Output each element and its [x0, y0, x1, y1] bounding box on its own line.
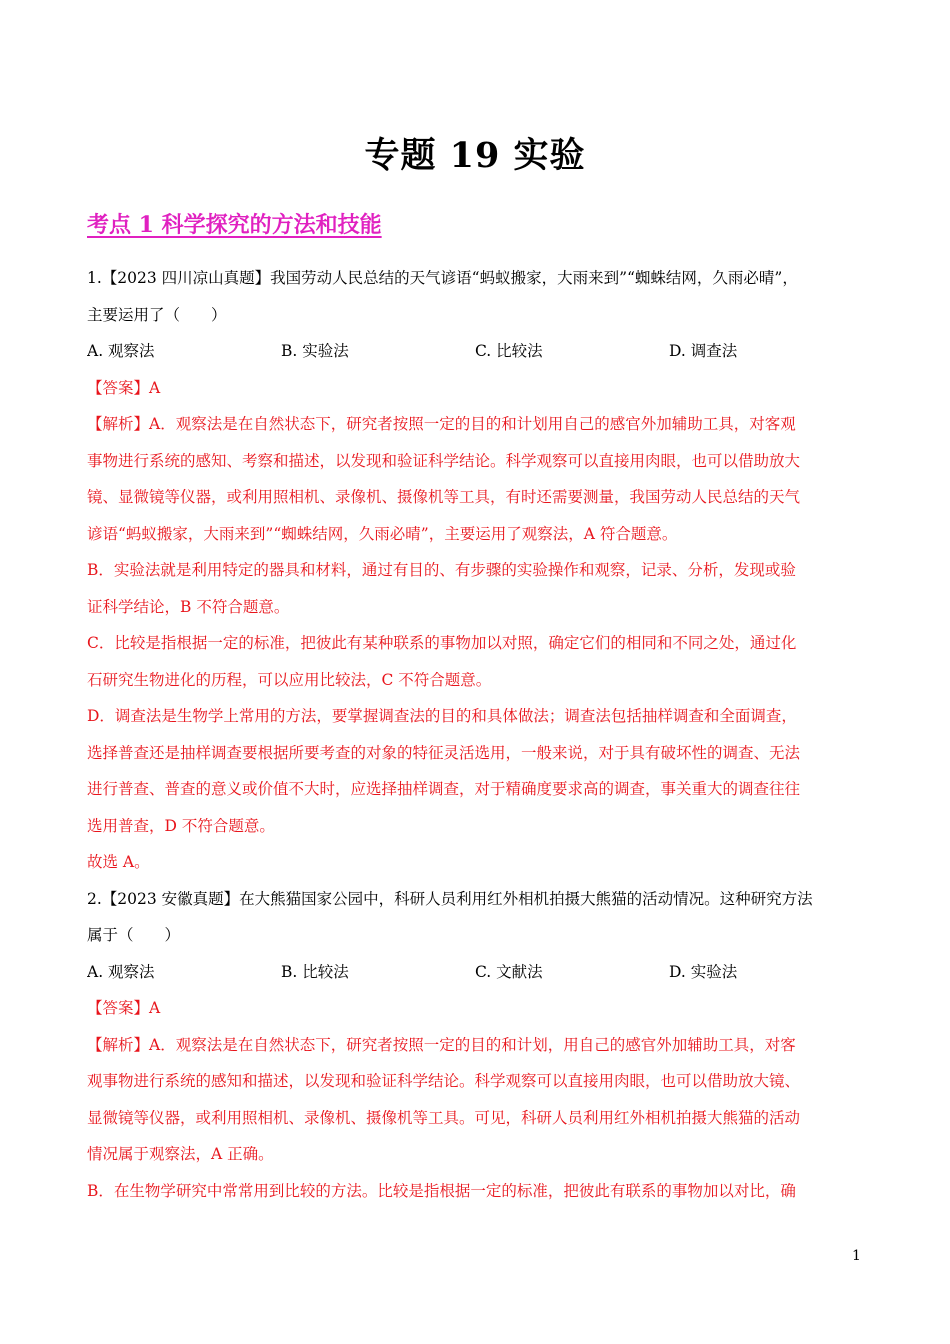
analysis-line: 【解析】A．观察法是在自然状态下，研究者按照一定的目的和计划，用自己的感官外加辅助工具，对客: [87, 1035, 796, 1054]
conclusion-line: 故选 A。: [87, 853, 150, 871]
analysis-line: D．调查法是生物学上常用的方法，要掌握调查法的目的和具体做法；调查法包括抽样调查和全面调查，: [87, 707, 797, 725]
answer-line: 【答案】A: [87, 999, 161, 1017]
option-b: B. 实验法: [281, 342, 349, 360]
page-title: 专题 19 实验: [364, 135, 586, 176]
analysis-line: 谚语“蚂蚁搬家，大雨来到”“蜘蛛结网，久雨必晴”，主要运用了观察法，A 符合题意。: [87, 524, 678, 543]
analysis-line: 选用普查，D 不符合题意。: [87, 816, 275, 835]
question-stem-line: 1.【2023 四川凉山真题】我国劳动人民总结的天气谚语“蚂蚁搬家，大雨来到”“蜘蛛结网，久雨必晴”，: [87, 269, 798, 287]
analysis-line: 显微镜等仪器，或利用照相机、录像机、摄像机等工具。可见，科研人员利用红外相机拍摄大熊猫的活动: [87, 1108, 801, 1127]
answer-line: 【答案】A: [87, 378, 161, 397]
page-number: 1: [852, 1248, 861, 1264]
option-a: A. 观察法: [87, 962, 155, 981]
option-b: B. 比较法: [281, 962, 349, 981]
option-c: C. 文献法: [475, 962, 543, 981]
analysis-line: 情况属于观察法，A 正确。: [87, 1145, 274, 1163]
question-stem-line: 属于（ ）: [87, 926, 181, 944]
question-options: [87, 954, 863, 991]
analysis-line: 【解析】A．观察法是在自然状态下，研究者按照一定的目的和计划用自己的感官外加辅助工具，对客观: [87, 415, 796, 433]
analysis-line: 事物进行系统的感知、考察和描述，以发现和验证科学结论。科学观察可以直接用肉眼，也可以借助放大: [87, 451, 801, 470]
analysis-line: 石研究生物进化的历程，可以应用比较法，C 不符合题意。: [87, 670, 492, 689]
option-a: A. 观察法: [87, 342, 155, 360]
section-heading: 考点 1 科学探究的方法和技能: [87, 212, 382, 238]
analysis-line: C．比较是指根据一定的标准，把彼此有某种联系的事物加以对照，确定它们的相同和不同之处，通过化: [87, 634, 797, 652]
analysis-line: B．在生物学研究中常常用到比较的方法。比较是指根据一定的标准，把彼此有联系的事物加以对比，确: [87, 1181, 796, 1200]
analysis-line: 证科学结论，B 不符合题意。: [87, 597, 290, 616]
question-stem-line: 2.【2023 安徽真题】在大熊猫国家公园中，科研人员利用红外相机拍摄大熊猫的活动情况。这种研究方法: [87, 889, 813, 908]
analysis-line: 观事物进行系统的感知和描述，以发现和验证科学结论。科学观察可以直接用肉眼，也可以借助放大镜、: [87, 1072, 801, 1090]
document-body: [87, 260, 863, 1209]
option-c: C. 比较法: [475, 342, 543, 360]
question-1: [87, 260, 863, 881]
analysis-line: 镜、显微镜等仪器，或利用照相机、录像机、摄像机等工具，有时还需要测量，我国劳动人民总结的天气: [87, 488, 801, 506]
option-d: D. 实验法: [669, 962, 738, 981]
question-options: [87, 333, 863, 370]
question-2: [87, 881, 863, 1210]
question-stem-line: 主要运用了（ ）: [87, 305, 227, 324]
analysis-line: 选择普查还是抽样调查要根据所要考查的对象的特征灵活选用，一般来说，对于具有破坏性的调查、无法: [87, 743, 801, 762]
analysis-line: B．实验法就是利用特定的器具和材料，通过有目的、有步骤的实验操作和观察，记录、分析，发现或验: [87, 561, 796, 579]
option-d: D. 调查法: [669, 342, 738, 360]
analysis-line: 进行普查、普查的意义或价值不大时，应选择抽样调查，对于精确度要求高的调查，事关重大的调查往往: [87, 780, 801, 798]
